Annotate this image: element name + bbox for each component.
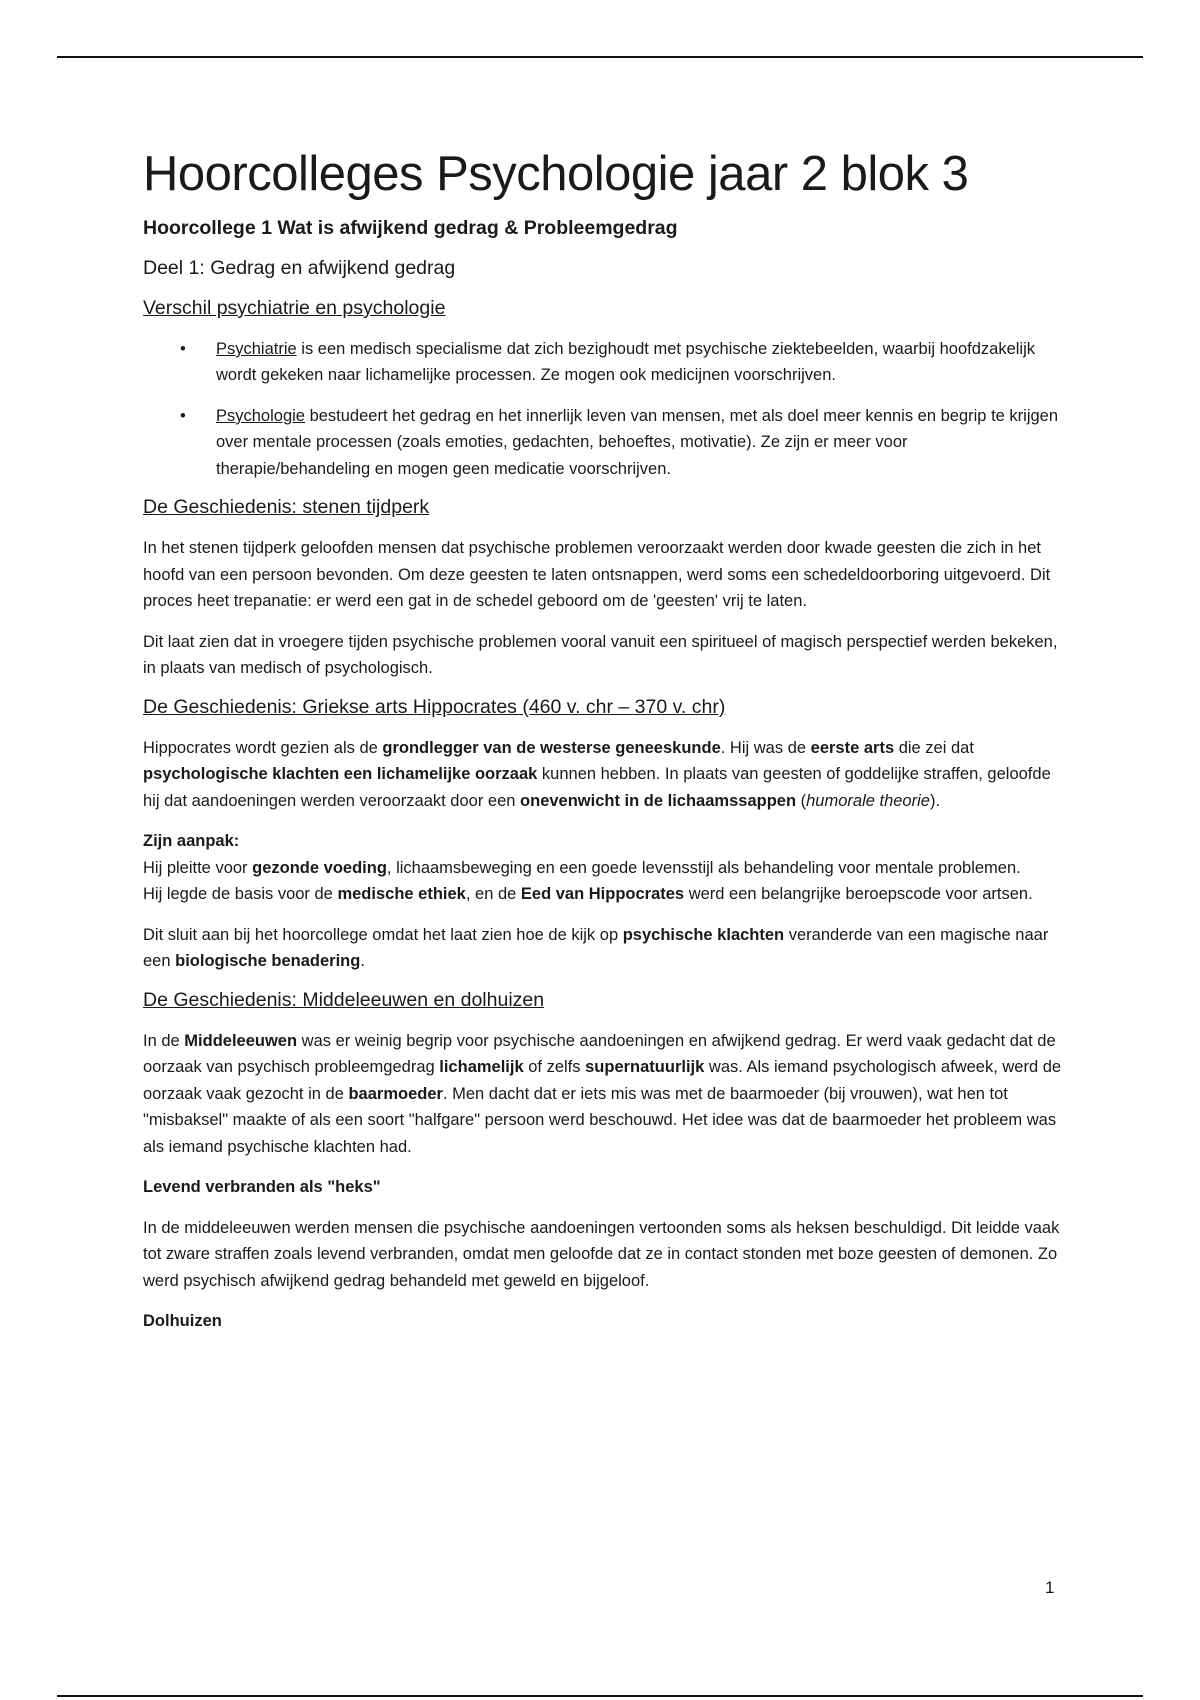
dolhuizen-label: Dolhuizen [143, 1312, 222, 1331]
paragraph: In de Middeleeuwen was er weinig begrip voor psychische aandoeningen en afwijkend gedrag. Er werd vaak gedacht dat de oorzaak van psychisch probleemgedrag lichamelijk of zelfs supernatuurlijk was. Als iemand psychologisch afweek, werd de oorzaak vaak gezocht in de baarmoeder. Men dacht dat er iets mis was met de baarmoeder (bij vrouwen), wat hen tot "misbaksel" maakte of als een soort "halfgare" persoon werd beschouwd. Het idee was dat de baarmoeder het probleem was als iemand psychische klachten had. [143, 1031, 1062, 1156]
section-heading-verschil: Verschil psychiatrie en psychologie [143, 296, 446, 319]
list-item [143, 336, 1063, 389]
bullet-icon: • [180, 406, 186, 425]
heks-label: Levend verbranden als "heks" [143, 1178, 381, 1197]
paragraph: In de middeleeuwen werden mensen die psychische aandoeningen vertoonden soms als heksen beschuldigd. Dit leidde vaak tot zware straffen zoals levend verbranden, omdat men geloofde dat ze in contact stonden met boze geesten of demonen. Zo werd psychisch afwijkend gedrag behandeld met geweld en bijgeloof. [143, 1218, 1060, 1290]
paragraph: Hij pleitte voor gezonde voeding, lichaamsbeweging en een goede levensstijl als behandeling voor mentale problemen. [143, 858, 1021, 877]
paragraph: Hij legde de basis voor de medische ethiek, en de Eed van Hippocrates werd een belangrijke beroepscode voor artsen. [143, 885, 1033, 904]
top-rule [57, 56, 1143, 58]
bullet-list [143, 336, 1063, 483]
bullet-icon: • [180, 339, 186, 358]
page-number: 1 [1045, 1578, 1055, 1597]
bullet-text: is een medisch specialisme dat zich bezighoudt met psychische ziektebeelden, waarbij hoofdzakelijk wordt gekeken naar lichamelijke processen. Ze mogen ook medicijnen voorschrijven. [216, 339, 1036, 385]
lecture-heading: Hoorcollege 1 Wat is afwijkend gedrag & Probleemgedrag [143, 216, 678, 239]
document-page [143, 148, 1063, 1335]
paragraph: Dit laat zien dat in vroegere tijden psychische problemen vooral vanuit een spiritueel of magisch perspectief werden bekeken, in plaats van medisch of psychologisch. [143, 632, 1058, 678]
part-heading: Deel 1: Gedrag en afwijkend gedrag [143, 256, 456, 279]
section-heading-stenen: De Geschiedenis: stenen tijdperk [143, 496, 430, 519]
aanpak-label: Zijn aanpak: [143, 832, 240, 851]
term: Psychologie [216, 406, 305, 425]
page-title: Hoorcolleges Psychologie jaar 2 blok 3 [143, 147, 969, 201]
section-heading-hippocrates: De Geschiedenis: Griekse arts Hippocrates (460 v. chr – 370 v. chr) [143, 695, 726, 718]
list-item [143, 403, 1063, 483]
paragraph: In het stenen tijdperk geloofden mensen dat psychische problemen veroorzaakt werden door kwade geesten die zich in het hoofd van een persoon bevonden. Om deze geesten te laten ontsnappen, werd soms een schedeldoorboring uitgevoerd. Dit proces heet trepanatie: er werd een gat in de schedel geboord om de 'geesten' vrij te laten. [143, 539, 1051, 611]
section-heading-middeleeuwen: De Geschiedenis: Middeleeuwen en dolhuizen [143, 988, 545, 1011]
bullet-text: bestudeert het gedrag en het innerlijk leven van mensen, met als doel meer kennis en begrip te krijgen over mentale processen (zoals emoties, gedachten, behoeftes, motivatie). Ze zijn er meer voor therapie/behandeling en mogen geen medicatie voorschrijven. [216, 406, 1059, 478]
paragraph: Dit sluit aan bij het hoorcollege omdat het laat zien hoe de kijk op psychische klachten veranderde van een magische naar een biologische benadering. [143, 925, 1049, 971]
paragraph: Hippocrates wordt gezien als de grondlegger van de westerse geneeskunde. Hij was de eerste arts die zei dat psychologische klachten een lichamelijke oorzaak kunnen hebben. In plaats van geesten of goddelijke straffen, geloofde hij dat aandoeningen werden veroorzaakt door een onevenwicht in de lichaamssappen (humorale theorie). [143, 738, 1051, 810]
term: Psychiatrie [216, 339, 297, 358]
bottom-rule [57, 1695, 1143, 1697]
